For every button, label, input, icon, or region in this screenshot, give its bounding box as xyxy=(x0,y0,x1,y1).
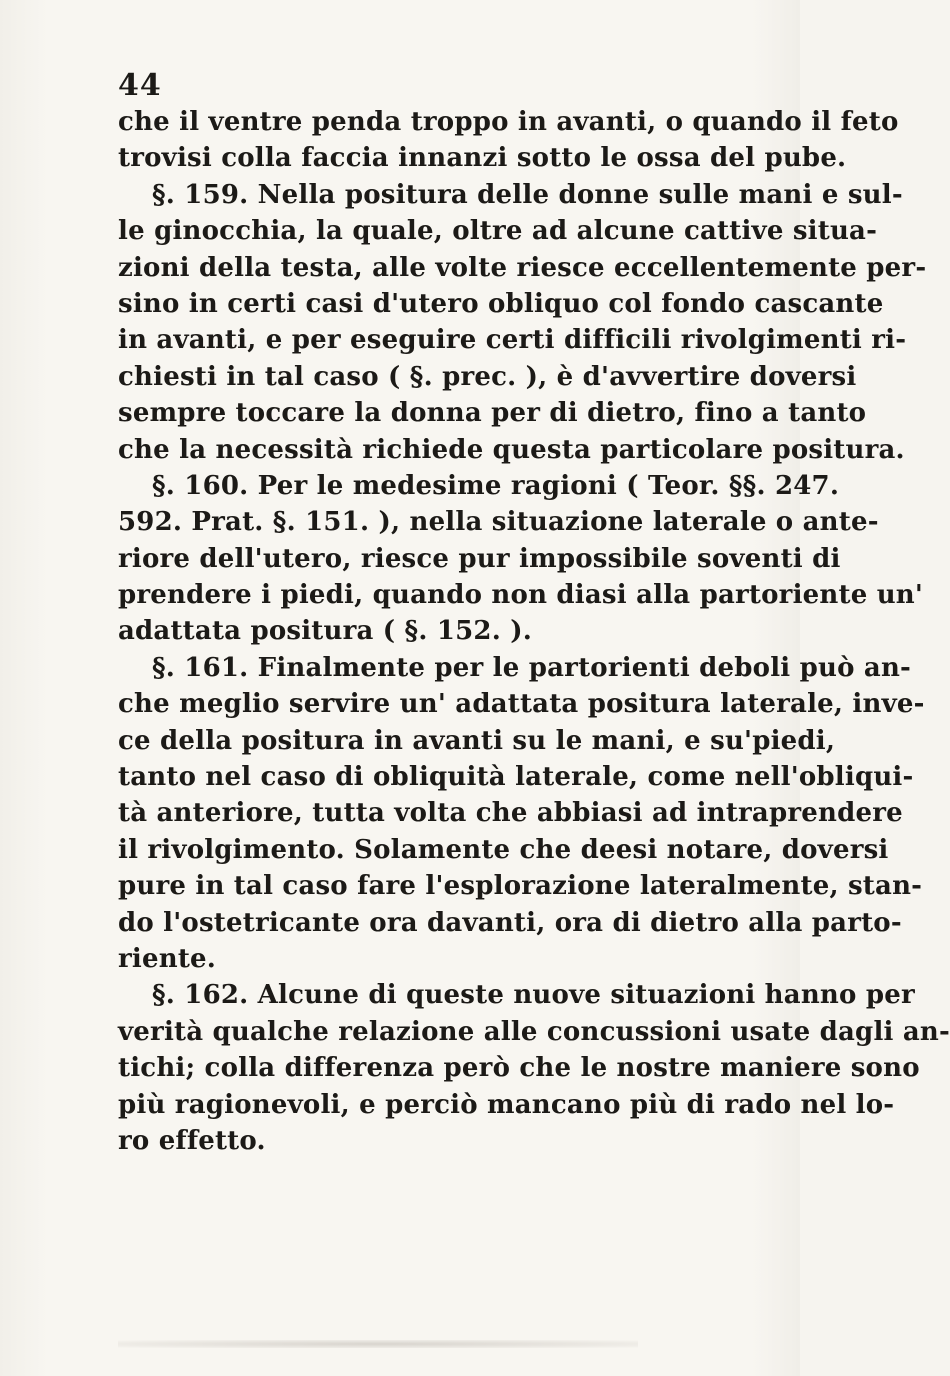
text-line: chiesti in tal caso ( §. prec. ), è d'avvertire doversi xyxy=(118,361,857,392)
text-line: riente. xyxy=(118,943,217,974)
text-line: adattata positura ( §. 152. ). xyxy=(118,616,532,647)
text-line: §. 161. Finalmente per le partorienti deboli può an- xyxy=(152,652,912,683)
text-line: più ragionevoli, e perciò mancano più di rado nel lo- xyxy=(118,1089,895,1120)
text-line: riore dell'utero, riesce pur impossibile soventi di xyxy=(118,543,841,574)
page-number: 44 xyxy=(118,68,162,103)
text-line: sempre toccare la donna per di dietro, fino a tanto xyxy=(118,398,867,429)
text-line: verità qualche relazione alle concussioni usate dagli an- xyxy=(118,1016,950,1047)
text-line: tanto nel caso di obliquità laterale, come nell'obliqui- xyxy=(118,762,914,793)
text-line: in avanti, e per eseguire certi difficili rivolgimenti ri- xyxy=(118,325,907,356)
text-line: tichi; colla differenza però che le nostre maniere sono xyxy=(118,1053,920,1084)
text-line: tà anteriore, tutta volta che abbiasi ad intraprendere xyxy=(118,798,903,829)
text-line: che meglio servire un' adattata positura laterale, inve- xyxy=(118,689,925,720)
text-line: 592. Prat. §. 151. ), nella situazione laterale o ante- xyxy=(118,507,879,538)
text-line: ro effetto. xyxy=(118,1125,266,1156)
body-text xyxy=(118,104,950,1159)
text-line: trovisi colla faccia innanzi sotto le ossa del pube. xyxy=(118,143,847,174)
text-line: zioni della testa, alle volte riesce eccellentemente per- xyxy=(118,252,927,283)
text-line: che il ventre penda troppo in avanti, o quando il feto xyxy=(118,107,899,137)
text-line: ce della positura in avanti su le mani, e su'piedi, xyxy=(118,725,836,756)
text-line: prendere i piedi, quando non diasi alla partoriente un' xyxy=(118,580,924,611)
text-line: le ginocchia, la quale, oltre ad alcune cattive situa- xyxy=(118,216,878,247)
text-line: §. 160. Per le medesime ragioni ( Teor. §§. 247. xyxy=(152,470,840,501)
text-line: il rivolgimento. Solamente che deesi notare, doversi xyxy=(118,834,889,865)
page-stain xyxy=(118,1340,638,1348)
text-line: do l'ostetricante ora davanti, ora di dietro alla parto- xyxy=(118,907,902,938)
text-line: pure in tal caso fare l'esplorazione lateralmente, stan- xyxy=(118,871,923,902)
text-line: §. 162. Alcune di queste nuove situazioni hanno per xyxy=(152,980,915,1011)
text-line: sino in certi casi d'utero obliquo col fondo cascante xyxy=(118,288,884,319)
text-line: che la necessità richiede questa particolare positura. xyxy=(118,434,905,465)
text-line: §. 159. Nella positura delle donne sulle mani e sul- xyxy=(152,179,903,210)
